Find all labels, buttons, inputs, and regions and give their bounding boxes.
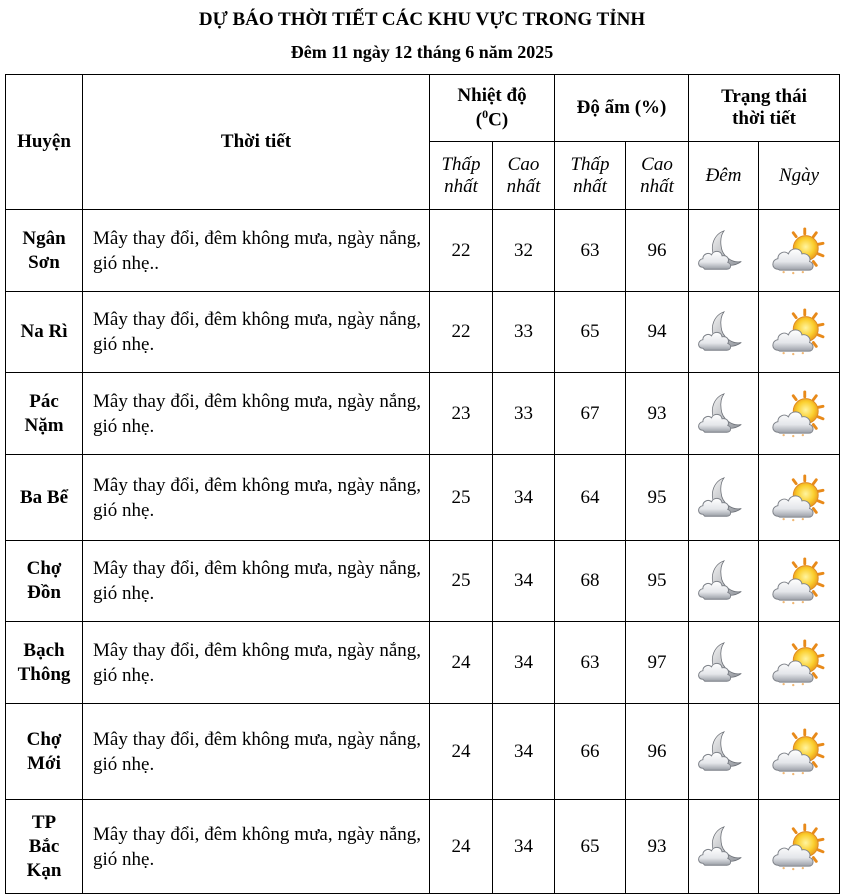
temp-max: 34	[493, 800, 555, 894]
page-subtitle: Đêm 11 ngày 12 tháng 6 năm 2025	[290, 42, 554, 62]
header-temp-min-l1: Thấp	[441, 153, 481, 175]
district-line: Chợ	[26, 558, 62, 579]
temp-min: 22	[430, 210, 493, 292]
sun-cloud-icon	[770, 557, 828, 605]
table-row	[6, 541, 840, 622]
header-status-line2: thời tiết	[732, 108, 796, 129]
table-row	[6, 704, 840, 800]
weather-description: Mây thay đổi, đêm không mưa, ngày nắng, gió nhẹ.	[83, 622, 430, 704]
weather-description: Mây thay đổi, đêm không mưa, ngày nắng, gió nhẹ.	[83, 800, 430, 894]
table-row	[6, 800, 840, 894]
header-hum-min-l2: nhất	[573, 175, 607, 197]
temp-max: 32	[493, 210, 555, 292]
header-district: Huyện	[6, 75, 83, 210]
district-line: Ba Bể	[19, 486, 69, 508]
humidity-min: 64	[555, 455, 626, 541]
header-temp-max-l1: Cao	[507, 153, 540, 175]
forecast-table	[5, 74, 840, 894]
weather-description: Mây thay đổi, đêm không mưa, ngày nắng, gió nhẹ.	[83, 292, 430, 373]
page-title: DỰ BÁO THỜI TIẾT CÁC KHU VỰC TRONG TỈNH	[198, 9, 646, 30]
district-line: Na Rì	[20, 321, 68, 342]
temp-min: 24	[430, 622, 493, 704]
temp-min: 24	[430, 800, 493, 894]
header-hum-max-l1: Cao	[641, 153, 673, 175]
cloud-moon-icon	[695, 390, 753, 438]
weather-description: Mây thay đổi, đêm không mưa, ngày nắng, gió nhẹ.	[83, 455, 430, 541]
unit-degree: 0	[482, 106, 489, 121]
unit-open: (	[475, 109, 483, 131]
header-status-line1: Trạng thái	[721, 86, 807, 107]
weather-description: Mây thay đổi, đêm không mưa, ngày nắng, gió nhẹ.	[83, 373, 430, 455]
district-line: Đồn	[27, 582, 61, 603]
day-status	[759, 292, 840, 373]
sun-cloud-icon	[770, 639, 828, 687]
temp-max: 34	[493, 541, 555, 622]
temp-min: 24	[430, 704, 493, 800]
night-status	[689, 704, 759, 800]
district-name	[6, 541, 83, 622]
district-line: Thông	[17, 663, 71, 685]
humidity-max: 95	[626, 541, 689, 622]
temp-min: 25	[430, 541, 493, 622]
header-night: Đêm	[689, 142, 759, 210]
sun-cloud-icon	[770, 227, 828, 275]
district-name	[6, 373, 83, 455]
night-status	[689, 541, 759, 622]
humidity-max: 93	[626, 800, 689, 894]
temp-max: 34	[493, 622, 555, 704]
district-line: Bắc	[28, 835, 60, 857]
district-line: Sơn	[28, 251, 60, 273]
day-status	[759, 455, 840, 541]
temp-min: 22	[430, 292, 493, 373]
district-line: Chợ	[26, 728, 62, 750]
humidity-max: 95	[626, 455, 689, 541]
humidity-max: 94	[626, 292, 689, 373]
night-status	[689, 455, 759, 541]
sun-cloud-icon	[770, 390, 828, 438]
sun-cloud-icon	[770, 308, 828, 356]
header-hum-max-l2: nhất	[640, 175, 674, 197]
district-line: Bạch	[23, 639, 65, 661]
sun-cloud-icon	[770, 728, 828, 776]
cloud-moon-icon	[695, 308, 753, 356]
humidity-min: 63	[555, 210, 626, 292]
weather-description: Mây thay đổi, đêm không mưa, ngày nắng, gió nhẹ.	[83, 704, 430, 800]
district-line: Ngân	[22, 227, 66, 249]
day-status	[759, 541, 840, 622]
header-hum-min	[555, 142, 626, 210]
district-name	[6, 455, 83, 541]
header-weather: Thời tiết	[83, 75, 430, 210]
header-day: Ngày	[759, 142, 840, 210]
district-name	[6, 622, 83, 704]
temp-max: 34	[493, 455, 555, 541]
table-row	[6, 210, 840, 292]
cloud-moon-icon	[695, 474, 753, 522]
day-status	[759, 373, 840, 455]
header-status	[689, 75, 840, 142]
table-row	[6, 292, 840, 373]
cloud-moon-icon	[695, 557, 753, 605]
night-status	[689, 622, 759, 704]
district-line: Pác	[29, 390, 59, 412]
humidity-min: 65	[555, 292, 626, 373]
humidity-min: 63	[555, 622, 626, 704]
night-status	[689, 292, 759, 373]
day-status	[759, 704, 840, 800]
temp-min: 25	[430, 455, 493, 541]
humidity-min: 66	[555, 704, 626, 800]
district-line: Nặm	[24, 414, 64, 436]
night-status	[689, 800, 759, 894]
humidity-max: 93	[626, 373, 689, 455]
humidity-max: 96	[626, 210, 689, 292]
temp-max: 33	[493, 373, 555, 455]
humidity-max: 96	[626, 704, 689, 800]
humidity-min: 65	[555, 800, 626, 894]
day-status	[759, 800, 840, 894]
header-temperature	[430, 75, 555, 142]
day-status	[759, 622, 840, 704]
header-hum-max	[626, 142, 689, 210]
header-temp-max	[493, 142, 555, 210]
district-name	[6, 800, 83, 894]
sun-cloud-icon	[770, 474, 828, 522]
district-line: TP	[31, 811, 57, 833]
day-status	[759, 210, 840, 292]
weather-description: Mây thay đổi, đêm không mưa, ngày nắng, gió nhẹ..	[83, 210, 430, 292]
temp-min: 23	[430, 373, 493, 455]
district-name	[6, 704, 83, 800]
header-temp-min	[430, 142, 493, 210]
unit-close: C)	[488, 109, 509, 131]
weather-description: Mây thay đổi, đêm không mưa, ngày nắng, gió nhẹ.	[83, 541, 430, 622]
cloud-moon-icon	[695, 227, 753, 275]
temp-max: 33	[493, 292, 555, 373]
humidity-max: 97	[626, 622, 689, 704]
district-line: Kạn	[26, 859, 62, 881]
cloud-moon-icon	[695, 639, 753, 687]
humidity-min: 67	[555, 373, 626, 455]
table-row	[6, 455, 840, 541]
night-status	[689, 210, 759, 292]
table-row	[6, 622, 840, 704]
header-hum-min-l1: Thấp	[570, 153, 610, 175]
humidity-min: 68	[555, 541, 626, 622]
district-line: Mới	[27, 752, 61, 774]
header-temperature-unit	[430, 107, 554, 131]
header-temperature-label: Nhiệt độ	[457, 84, 527, 106]
header-humidity: Độ ẩm (%)	[555, 75, 689, 142]
header-temp-max-l2: nhất	[506, 175, 541, 197]
temp-max: 34	[493, 704, 555, 800]
cloud-moon-icon	[695, 823, 753, 871]
table-row	[6, 373, 840, 455]
district-name	[6, 210, 83, 292]
sun-cloud-icon	[770, 823, 828, 871]
cloud-moon-icon	[695, 728, 753, 776]
night-status	[689, 373, 759, 455]
district-name	[6, 292, 83, 373]
header-temp-min-l2: nhất	[444, 175, 478, 197]
